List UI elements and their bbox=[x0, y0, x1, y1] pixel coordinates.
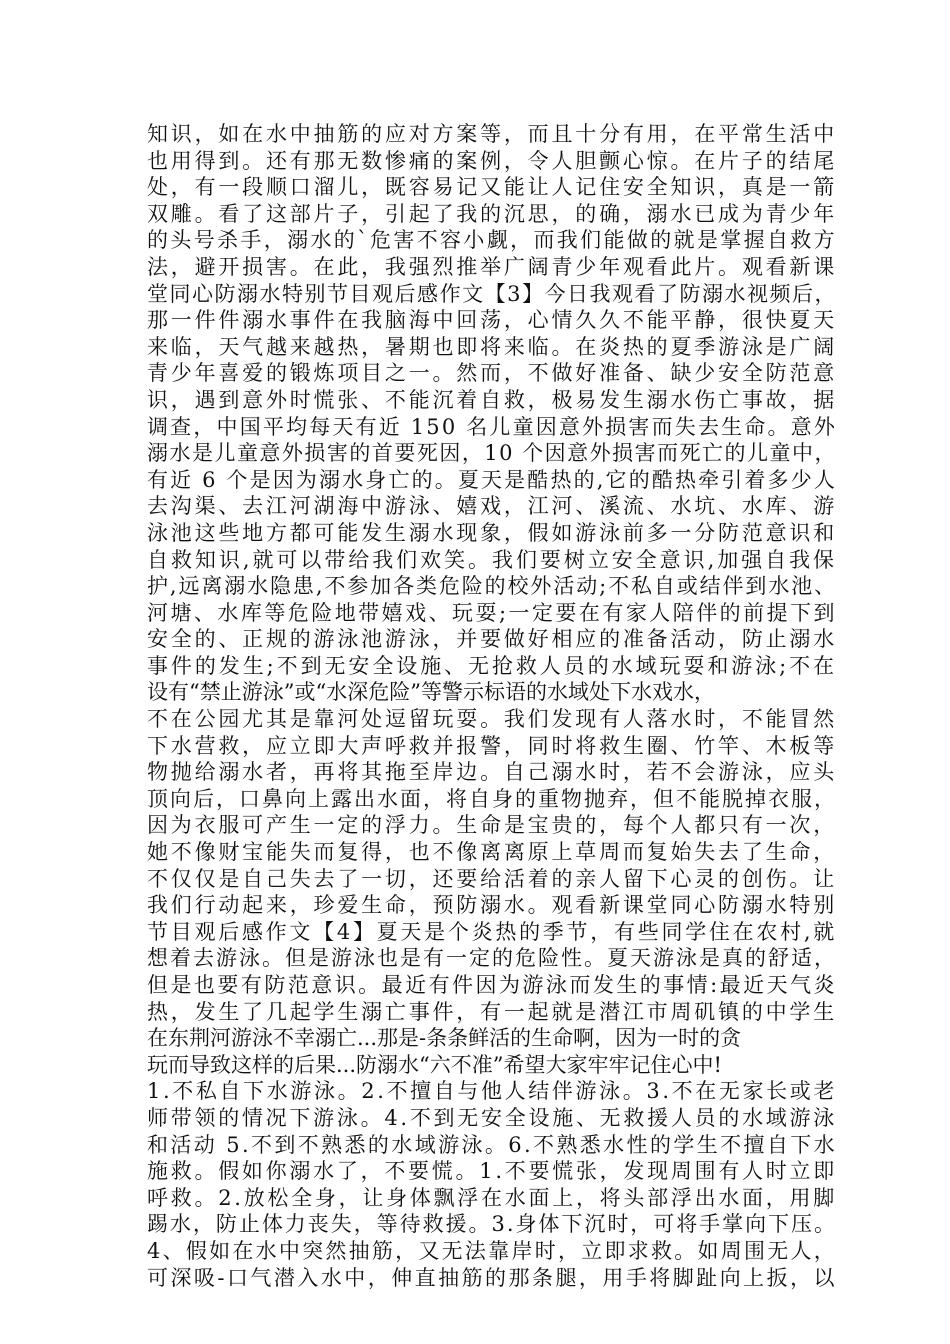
text-line: 自救知识,就可以带给我们欢笑。我们要树立安全意识,加强自我保 bbox=[147, 547, 837, 572]
text-line: 有近 6 个是因为溺水身亡的。夏天是酷热的,它的酷热牵引着多少人 bbox=[147, 467, 837, 492]
text-line: 我们行动起来，珍爱生命，预防溺水。观看新课堂同心防溺水特别 bbox=[147, 893, 837, 918]
text-line: 节目观后感作文【4】夏天是个炎热的季节，有些同学住在农村,就 bbox=[147, 919, 837, 944]
text-line: 安全的、正规的游泳池游泳，并要做好相应的准备活动，防止溺水 bbox=[147, 627, 837, 652]
text-line: 溺水是儿童意外损害的首要死因，10 个因意外损害而死亡的儿童中， bbox=[147, 441, 837, 466]
text-line: 但是也要有防范意识。最近有件因为游泳而发生的事情:最近天气炎 bbox=[147, 973, 837, 997]
text-line: 双雕。看了这部片子，引起了我的沉思，的确，溺水已成为青少年 bbox=[147, 201, 837, 226]
text-line: 物抛给溺水者，再将其拖至岸边。自己溺水时，若不会游泳，应头 bbox=[147, 760, 837, 785]
text-line: 的头号杀手，溺水的`危害不容小觑，而我们能做的就是掌握自救方 bbox=[147, 228, 837, 253]
body-text bbox=[147, 121, 837, 1291]
text-line: 施救。假如你溺水了，不要慌。1.不要慌张，发现周围有人时立即 bbox=[147, 1159, 837, 1184]
text-line: 玩而导致这样的后果...防溺水“六不准”希望大家牢牢记住心中! bbox=[147, 1052, 722, 1077]
text-line: 识，遇到意外时慌张、不能沉着自救，极易发生溺水伤亡事故，据 bbox=[147, 387, 837, 412]
text-line: 因为衣服可产生一定的浮力。生命是宝贵的，每个人都只有一次， bbox=[147, 813, 837, 838]
text-line: 去沟渠、去江河湖海中游泳、嬉戏，江河、溪流、水坑、水库、游 bbox=[147, 494, 837, 519]
text-line: 设有“禁止游泳”或“水深危险”等警示标语的水域处下水戏水， bbox=[147, 680, 715, 705]
text-line: 在东荆河游泳不幸溺亡...那是-条条鲜活的生命啊，因为一时的贪 bbox=[147, 1026, 742, 1051]
text-line: 可深吸-口气潜入水中，伸直抽筋的那条腿，用手将脚趾向上扳，以 bbox=[147, 1265, 837, 1290]
text-line: 法，避开损害。在此，我强烈推举广阔青少年观看此片。观看新课 bbox=[147, 254, 837, 279]
text-line: 呼救。2.放松全身，让身体飘浮在水面上，将头部浮出水面，用脚 bbox=[147, 1185, 837, 1210]
text-line: 1.不私自下水游泳。2.不擅自与他人结伴游泳。3.不在无家长或老 bbox=[147, 1079, 837, 1104]
text-line: 4、假如在水中突然抽筋，又无法靠岸时，立即求救。如周围无人， bbox=[147, 1238, 837, 1263]
text-line: 和活动 5.不到不熟悉的水域游泳。6.不熟悉水性的学生不擅自下水 bbox=[147, 1132, 837, 1157]
text-line: 来临，天气越来越热，暑期也即将来临。在炎热的夏季游泳是广阔 bbox=[147, 334, 837, 359]
text-line: 想着去游泳。但是游泳也是有一定的危险性。夏天游泳是真的舒适， bbox=[147, 946, 837, 971]
text-line: 堂同心防溺水特别节目观后感作文【3】今日我观看了防溺水视频后， bbox=[147, 281, 837, 306]
text-line: 下水营救，应立即大声呼救并报警，同时将救生圈、竹竿、木板等 bbox=[147, 733, 837, 758]
text-line: 处，有一段顺口溜儿，既容易记又能让人记住安全知识，真是一箭 bbox=[147, 175, 837, 200]
text-line: 也用得到。还有那无数惨痛的案例，令人胆颤心惊。在片子的结尾 bbox=[147, 148, 837, 173]
text-line: 青少年喜爱的锻炼项目之一。然而，不做好准备、缺少安全防范意 bbox=[147, 361, 837, 386]
text-line: 不在公园尤其是靠河处逗留玩耍。我们发现有人落水时，不能冒然 bbox=[147, 707, 837, 732]
text-line: 泳池这些地方都可能发生溺水现象，假如游泳前多一分防范意识和 bbox=[147, 520, 837, 545]
text-line: 热，发生了几起学生溺亡事件，有一起就是潜江市周矶镇的中学生 bbox=[147, 999, 837, 1024]
text-line: 知识，如在水中抽筋的应对方案等，而且十分有用，在平常生活中 bbox=[147, 122, 837, 146]
text-line: 那一件件溺水事件在我脑海中回荡，心情久久不能平静，很快夏天 bbox=[147, 308, 837, 333]
text-line: 河塘、水库等危险地带嬉戏、玩耍;一定要在有家人陪伴的前提下到 bbox=[147, 600, 837, 625]
text-line: 调查，中国平均每天有近 150 名儿童因意外损害而失去生命。意外 bbox=[147, 414, 837, 439]
text-line: 她不像财宝能失而复得，也不像离离原上草周而复始失去了生命， bbox=[147, 840, 837, 865]
text-line: 护,远离溺水隐患,不参加各类危险的校外活动;不私自或结伴到水池、 bbox=[147, 574, 837, 599]
text-line: 顶向后，口鼻向上露出水面，将自身的重物抛弃，但不能脱掉衣服， bbox=[147, 786, 837, 811]
text-line: 事件的发生;不到无安全设施、无抢救人员的水域玩耍和游泳;不在 bbox=[147, 653, 837, 678]
text-line: 踢水，防止体力丧失，等待救援。3.身体下沉时，可将手掌向下压。 bbox=[147, 1212, 837, 1237]
text-line: 不仅仅是自己失去了一切，还要给活着的亲人留下心灵的创伤。让 bbox=[147, 866, 837, 891]
text-line: 师带领的情况下游泳。4.不到无安全设施、无救援人员的水域游泳 bbox=[147, 1105, 837, 1130]
